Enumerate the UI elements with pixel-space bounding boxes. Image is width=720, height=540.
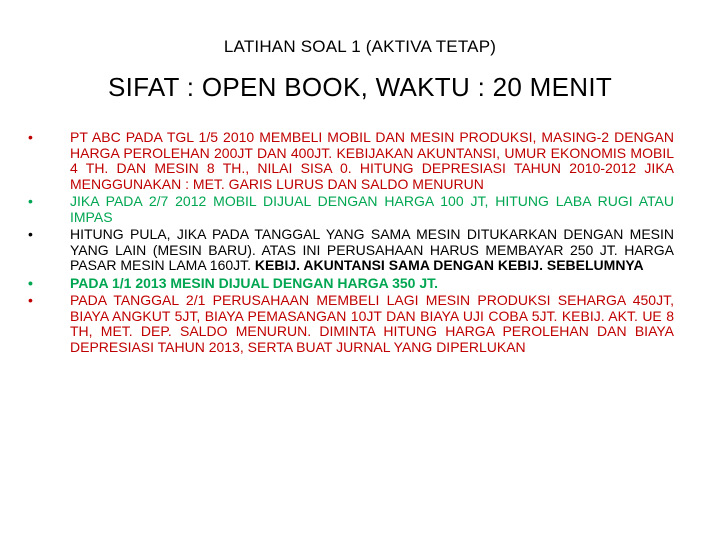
bullet-text: JIKA PADA 2/7 2012 MOBIL DIJUAL DENGAN HARGA 100 JT, HITUNG LABA RUGI ATAU IMPAS	[70, 193, 674, 225]
bullet-dot-icon: •	[28, 292, 33, 308]
bullet-text: HITUNG PULA, JIKA PADA TANGGAL YANG SAMA MESIN DITUKARKAN DENGAN MESIN YANG LAIN (MESIN BARU). ATAS INI PERUSAHAAN HARUS MEMBAYAR 250 JT. HARGA PASAR MESIN LAMA 160JT.	[70, 226, 674, 273]
bullet-dot-icon: •	[28, 129, 33, 145]
bullet-dot-icon: •	[28, 193, 33, 209]
bullet-item-machine-sale	[28, 276, 674, 292]
bullet-text: PADA TANGGAL 2/1 PERUSAHAAN MEMBELI LAGI MESIN PRODUKSI SEHARGA 450JT, BIAYA ANGKUT 5JT, BIAYA PEMASANGAN 10JT DAN BIAYA UJI COBA 5JT. KEBIJ. AKT. UE 8 TH, MET. DEP. SALDO MENURUN. DIMINTA HITUNG HARGA PEROLEHAN DAN BIAYA DEPRESIASI TAHUN 2013, SERTA BUAT JURNAL YANG DIPERLUKAN	[70, 292, 674, 355]
slide-title: SIFAT : OPEN BOOK, WAKTU : 20 MENIT	[107, 72, 613, 102]
bullet-dot-icon: •	[28, 274, 33, 291]
bullet-dot-icon: •	[28, 226, 33, 242]
bullet-item-car-sale	[28, 194, 674, 225]
slide-subtitle: LATIHAN SOAL 1 (AKTIVA TETAP)	[223, 37, 497, 56]
bullet-item-purchase	[28, 130, 674, 192]
bullet-item-new-machine	[28, 293, 674, 355]
bullet-item-machine-exchange	[28, 227, 674, 274]
bullet-text: PT ABC PADA TGL 1/5 2010 MEMBELI MOBIL DAN MESIN PRODUKSI, MASING-2 DENGAN HARGA PEROLEHAN 200JT DAN 400JT. KEBIJAKAN AKUNTANSI, UMUR EKONOMIS MOBIL 4 TH. DAN MESIN 8 TH., NILAI SISA 0. HITUNG DEPRESIASI TAHUN 2010-2012 JIKA MENGGUNAKAN : MET. GARIS LURUS DAN SALDO MENURUN	[70, 129, 674, 192]
bullet-list	[28, 130, 674, 357]
bullet-text-bold: KEBIJ. AKUNTANSI SAMA DENGAN KEBIJ. SEBELUMNYA	[251, 257, 644, 273]
bullet-text: PADA 1/1 2013 MESIN DIJUAL DENGAN HARGA 350 JT.	[70, 274, 438, 291]
